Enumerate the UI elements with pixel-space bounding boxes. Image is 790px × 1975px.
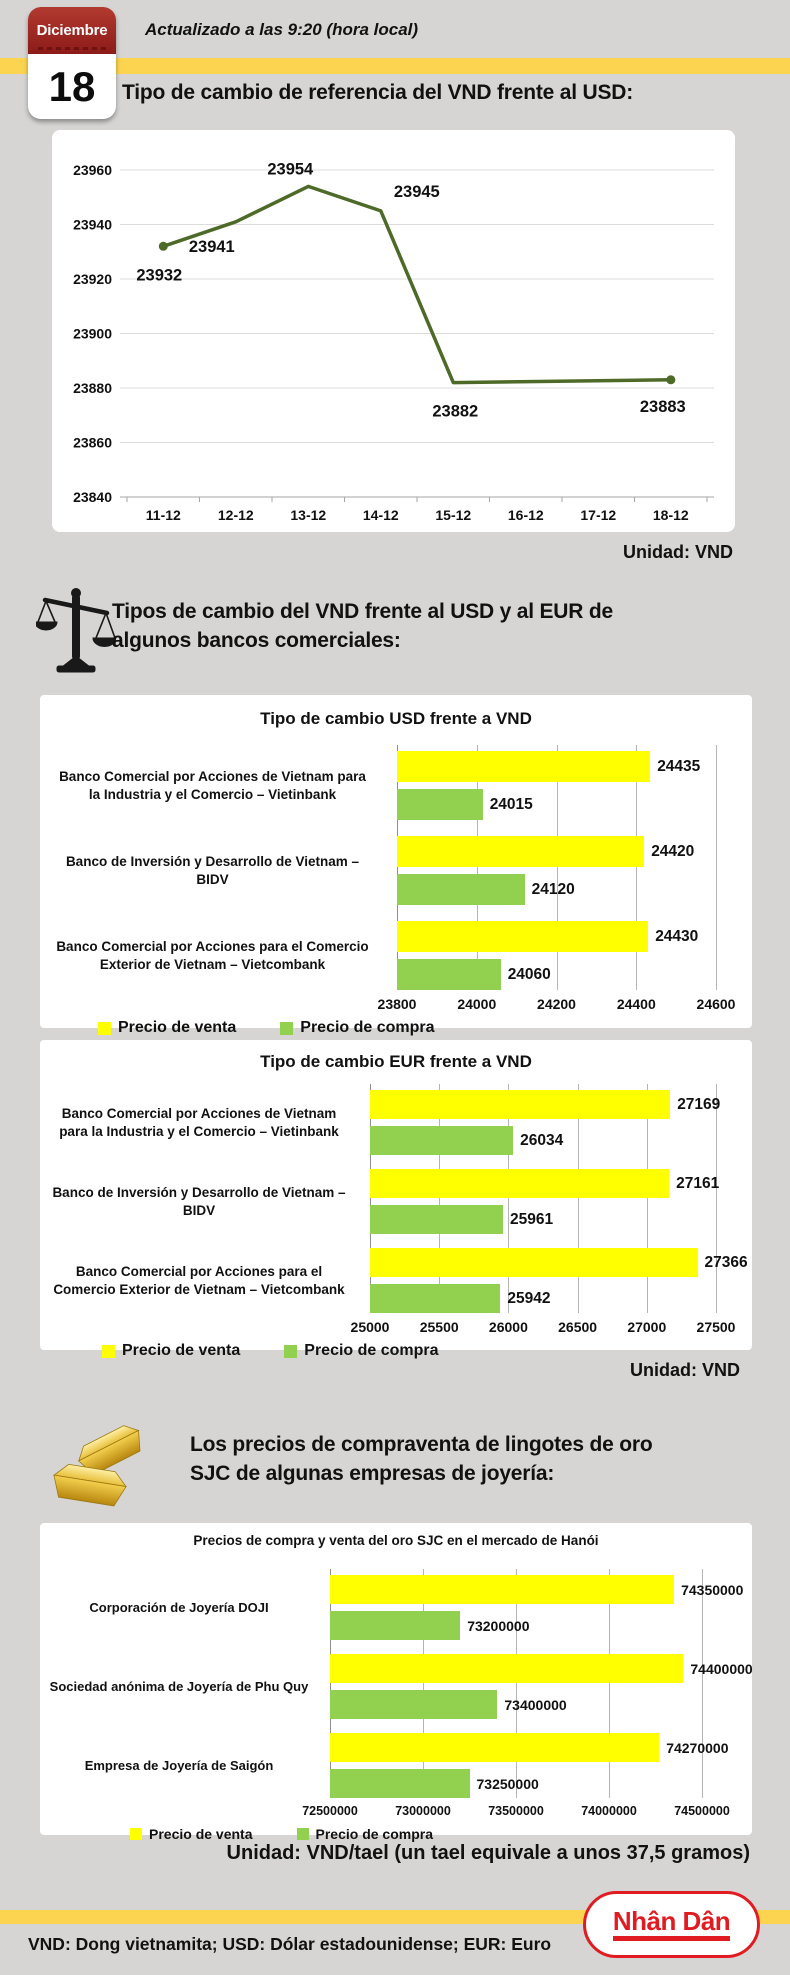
bar-value-label: 27169 (677, 1095, 721, 1113)
chart-title: Tipo de cambio USD frente a VND (260, 709, 532, 728)
data-point-label: 23883 (639, 397, 686, 416)
data-point-label: 23932 (136, 266, 183, 285)
legend-swatch-compra (284, 1345, 297, 1358)
nhandan-logo-text: Nhân Dân (613, 1908, 730, 1941)
bar-value-label: 74270000 (666, 1739, 729, 1756)
x-axis-tick-label: 24000 (457, 996, 497, 1012)
venta-bar (397, 836, 644, 867)
gold-bars-icon (50, 1406, 168, 1517)
x-axis-tick-label: 73000000 (395, 1804, 451, 1818)
venta-bar (370, 1248, 698, 1277)
chart-title: Tipo de cambio EUR frente a VND (260, 1052, 532, 1071)
bar-value-label: 27161 (676, 1174, 720, 1192)
legend-item: Precio de venta (98, 1019, 236, 1037)
reference-rate-line-chart (52, 130, 735, 532)
x-axis-tick-label: 24600 (696, 996, 736, 1012)
category-label: Banco Comercial por Acciones de Vietnam para la Industria y el Comercio – Vietinbank (59, 1105, 339, 1139)
compra-bar (397, 789, 483, 820)
unit-label-vnd-2: Unidad: VND (630, 1360, 740, 1380)
x-axis-tick-label: 24400 (616, 996, 656, 1012)
bar-value-label: 74400000 (690, 1660, 753, 1677)
x-axis-tick-label: 27500 (696, 1319, 736, 1335)
bar-value-label: 24120 (531, 880, 575, 898)
y-axis-tick-label: 23940 (73, 216, 112, 233)
compra-bar (370, 1205, 503, 1234)
chart-title: Precios de compra y venta del oro SJC en el mercado de Hanói (193, 1533, 599, 1548)
legend-swatch-venta (102, 1345, 115, 1358)
category-label: Banco Comercial por Acciones de Vietnam para la Industria y el Comercio – Vietinbank (59, 768, 366, 802)
legend-swatch-compra (280, 1022, 293, 1035)
compra-bar (397, 874, 525, 905)
x-axis-tick-label: 11-12 (145, 507, 181, 523)
legend-item: Precio de compra (284, 1342, 438, 1360)
venta-bar (330, 1575, 674, 1604)
x-axis-tick-label: 18-12 (652, 507, 689, 523)
unit-label-tael: Unidad: VND/tael (un tael equivale a unos 37,5 gramos) (226, 1842, 750, 1864)
data-point-marker (666, 375, 675, 384)
bar-value-label: 24015 (489, 795, 533, 813)
v-gridline (716, 745, 717, 990)
venta-bar (397, 921, 648, 952)
gold-bar-chart (40, 1523, 753, 1842)
line-chart-svg (52, 130, 735, 532)
compra-bar (330, 1611, 460, 1640)
x-axis-tick-label: 15-12 (435, 507, 472, 523)
usd-vnd-bar-chart (40, 695, 752, 1036)
category-label: Banco de Inversión y Desarrollo de Vietnam – BIDV (52, 1184, 346, 1218)
calendar-month: Diciembre (36, 22, 108, 39)
y-axis-tick-label: 23840 (73, 489, 112, 505)
y-axis-tick-label: 23920 (73, 271, 112, 287)
reference-rate-title: Tipo de cambio de referencia del VND frente al USD: (122, 81, 634, 104)
x-axis-tick-label: 13-12 (290, 507, 327, 523)
balance-scale-icon (36, 586, 116, 679)
x-axis-tick-label: 12-12 (217, 507, 254, 523)
bar-value-label: 73200000 (467, 1617, 530, 1634)
x-axis-tick-label: 74500000 (674, 1804, 730, 1818)
chart-legend (98, 1019, 435, 1037)
x-axis-tick-label: 27000 (627, 1319, 667, 1335)
x-axis-tick-label: 17-12 (580, 507, 617, 523)
bar-value-label: 24435 (657, 757, 701, 775)
bar-value-label: 74350000 (681, 1581, 744, 1598)
chart-legend (130, 1826, 433, 1842)
legend-item: Precio de compra (297, 1826, 434, 1842)
calendar-header (28, 7, 116, 54)
bar-value-label: 26034 (520, 1131, 564, 1149)
legend-item: Precio de compra (280, 1019, 434, 1037)
x-axis-tick-label: 26500 (558, 1319, 598, 1335)
x-axis-tick-label: 14-12 (362, 507, 399, 523)
x-axis-tick-label: 16-12 (507, 507, 544, 523)
updated-timestamp: Actualizado a las 9:20 (hora local) (145, 20, 419, 39)
y-axis-tick-label: 23960 (73, 162, 112, 178)
gold-prices-title: Los precios de compraventa de lingotes de oro SJC de algunas empresas de joyería: (190, 1433, 653, 1486)
venta-bar (330, 1733, 659, 1762)
y-axis-tick-label: 23900 (73, 325, 112, 342)
category-label: Banco Comercial por Acciones para el Comercio Exterior de Vietnam – Vietcombank (53, 1263, 345, 1297)
x-axis-tick-label: 74000000 (581, 1804, 637, 1818)
venta-bar (397, 751, 650, 782)
legend-swatch-venta (98, 1022, 111, 1035)
category-label: Sociedad anónima de Joyería de Phu Quy (49, 1678, 309, 1694)
legend-item: Precio de venta (102, 1342, 240, 1360)
calendar-dashes (28, 47, 116, 50)
compra-bar (370, 1126, 513, 1155)
chart-legend (102, 1342, 439, 1360)
category-label: Banco Comercial por Acciones para el Comercio Exterior de Vietnam – Vietcombank (56, 938, 369, 972)
bar-value-label: 25961 (510, 1210, 554, 1228)
bar-value-label: 73250000 (476, 1775, 539, 1792)
bar-value-label: 24060 (507, 965, 551, 983)
yellow-stripe-top (0, 58, 790, 74)
unit-label-vnd-1: Unidad: VND (623, 542, 733, 562)
y-axis-tick-label: 23880 (73, 380, 112, 396)
bar-value-label: 73400000 (504, 1696, 567, 1713)
nhandan-logo (583, 1891, 760, 1958)
legend-item: Precio de venta (130, 1826, 253, 1842)
compra-bar (330, 1690, 497, 1719)
calendar-day: 18 (48, 62, 96, 110)
category-label: Corporación de Joyería DOJI (89, 1599, 269, 1615)
venta-bar (330, 1654, 683, 1683)
rate-line (163, 186, 671, 382)
x-axis-tick-label: 73500000 (488, 1804, 544, 1818)
venta-bar (370, 1090, 670, 1119)
compra-bar (370, 1284, 500, 1313)
v-gridline (702, 1569, 703, 1798)
data-point-label: 23941 (188, 237, 235, 256)
bar-value-label: 24430 (655, 927, 699, 945)
x-axis-tick-label: 23800 (377, 996, 417, 1012)
bar-value-label: 24420 (651, 842, 695, 860)
data-point-label: 23945 (393, 182, 440, 201)
x-axis-tick-label: 24200 (537, 996, 576, 1012)
eur-vnd-bar-chart (40, 1040, 752, 1359)
bar-value-label: 25942 (507, 1289, 551, 1307)
x-axis-tick-label: 72500000 (302, 1804, 358, 1818)
bar-value-label: 27366 (704, 1253, 748, 1271)
x-axis-tick-label: 25500 (419, 1319, 459, 1335)
category-label: Banco de Inversión y Desarrollo de Vietnam – BIDV (65, 853, 360, 887)
category-label: Empresa de Joyería de Saigón (84, 1757, 274, 1773)
bank-rates-title: Tipos de cambio del VND frente al USD y al EUR de algunos bancos comerciales: (112, 600, 613, 653)
v-gridline (716, 1084, 717, 1313)
footer-glossary: VND: Dong vietnamita; USD: Dólar estadounidense; EUR: Euro (28, 1934, 552, 1954)
compra-bar (397, 959, 501, 990)
data-point-label: 23954 (267, 160, 314, 179)
x-axis-tick-label: 25000 (350, 1319, 390, 1335)
legend-swatch-venta (130, 1828, 142, 1840)
data-point-marker (159, 242, 168, 251)
y-axis-tick-label: 23860 (73, 434, 112, 451)
x-axis-tick-label: 26000 (488, 1319, 528, 1335)
legend-swatch-compra (297, 1828, 309, 1840)
calendar-icon (28, 7, 116, 119)
data-point-label: 23882 (432, 402, 479, 421)
venta-bar (370, 1169, 669, 1198)
compra-bar (330, 1769, 470, 1798)
